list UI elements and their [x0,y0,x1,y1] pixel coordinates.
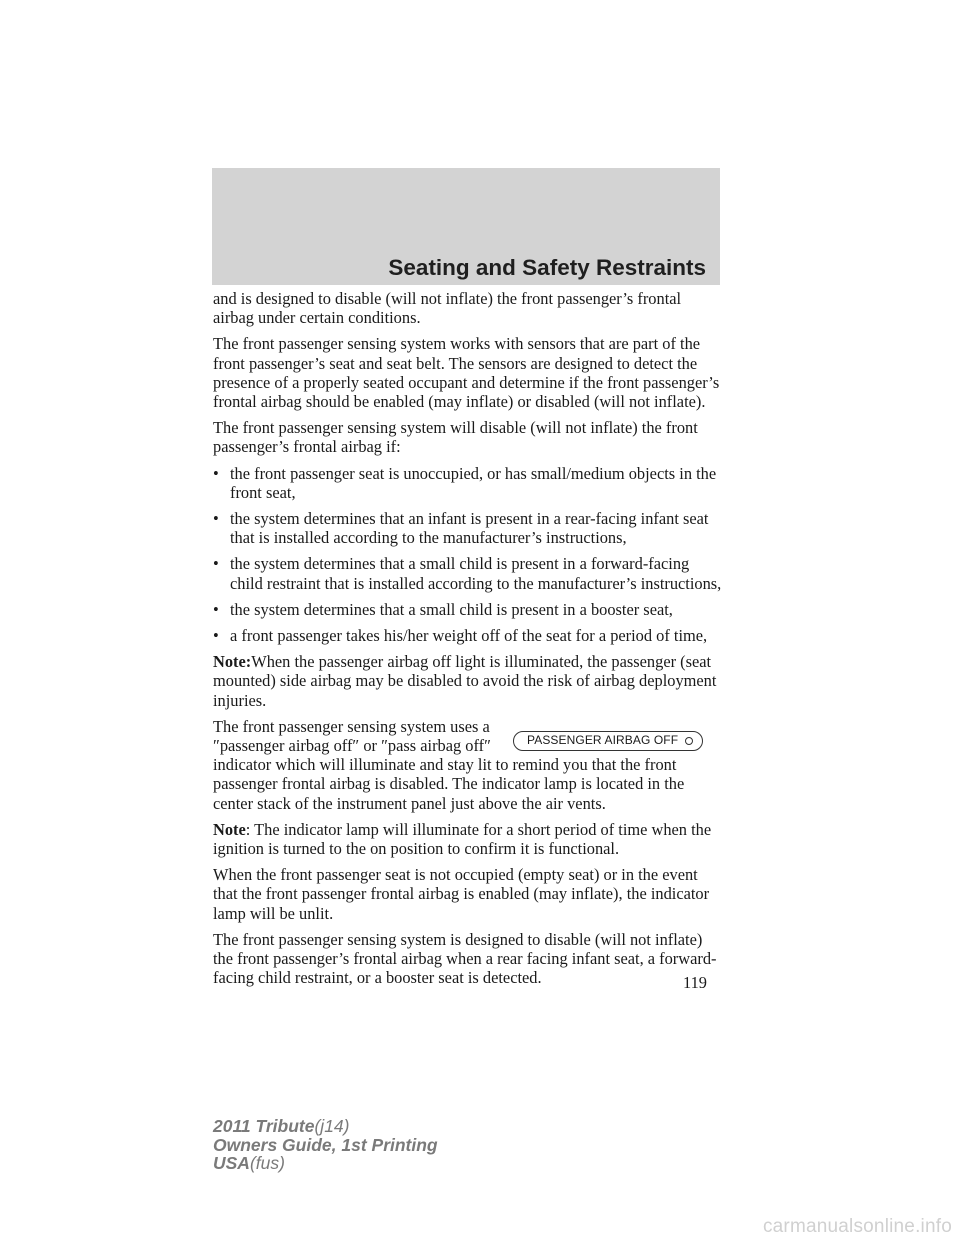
list-item [213,626,725,645]
paragraph-indicator: The front passenger sensing system uses a ″passenger airbag off″ or ″pass airbag off″ indicator which will illuminate and stay lit to remind you that the front passenger frontal airbag is disabled. The indicator lamp is located in the center stack of the instrument panel just above the air vents. [213,716,685,813]
note-side-airbag [213,652,725,710]
watermark: carmanualsonline.info [762,1216,952,1237]
bullet-icon: • [213,509,219,529]
list-item [213,600,725,619]
bullet-icon: • [213,554,219,574]
note-ignition [213,820,725,858]
footer-model-code: (j14) [314,1116,350,1136]
note-label: Note [213,819,246,839]
indicator-label: PASSENGER AIRBAG OFF [527,733,679,748]
paragraph-sensing-system: The front passenger sensing system works with sensors that are part of the front passenger’s seat and seat belt. The sensors are designed to detect the presence of a properly seated occupant and determine if the front passenger’s frontal airbag should be enabled (may inflate) or disabled (will not inflate). [213,334,720,412]
bullet-icon: • [213,599,219,619]
indicator-paragraph-wrap [213,717,725,813]
footer-model: 2011 Tribute [213,1116,315,1136]
disable-conditions-list [213,464,725,646]
section-header-band [212,168,720,285]
page-number: 119 [683,973,707,992]
footer-market: USA [213,1153,250,1173]
paragraph-continuation: and is designed to disable (will not inflate) the front passenger’s frontal airbag under certain conditions. [213,289,682,328]
list-item-text: a front passenger takes his/her weight off of the seat for a period of time, [230,626,708,646]
list-item-text: the system determines that a small child is present in a booster seat, [230,599,673,619]
list-item-text: the system determines that an infant is present in a rear-facing infant seat that is installed according to the manufacturer’s instructions, [230,509,709,548]
note-text: : The indicator lamp will illuminate for a short period of time when the ignition is turned to the on position to confirm it is functional. [213,819,712,859]
list-item-text: the front passenger seat is unoccupied, or has small/medium objects in the front seat, [230,463,717,502]
list-item-text: the system determines that a small child is present in a forward-facing child restraint that is installed according to the manufacturer’s instructions, [230,554,722,593]
footer-market-code: (fus) [249,1153,285,1173]
footer-line [213,1154,438,1173]
footer-printing: Owners Guide, 1st Printing [213,1134,438,1155]
list-item [213,554,725,592]
note-label: Note: [213,652,252,672]
bullet-icon: • [213,463,219,483]
list-item [213,464,725,502]
print-footer [213,1117,438,1173]
note-text: When the passenger airbag off light is illuminated, the passenger (seat mounted) side airbag may be disabled to avoid the risk of airbag deployment injuries. [213,652,717,710]
page-body [213,289,725,995]
bullet-icon: • [213,626,219,646]
indicator-lamp-icon [685,737,693,745]
passenger-airbag-off-indicator [513,731,703,751]
list-item [213,509,725,547]
paragraph-disable-conditions: The front passenger sensing system will disable (will not inflate) the front passenger’s frontal airbag if: [213,418,698,457]
paragraph-detection: The front passenger sensing system is designed to disable (will not inflate) the front passenger’s frontal airbag when a rear facing infant seat, a forward-facing child restraint, or a booster seat is detected. [213,929,717,988]
footer-line [213,1117,438,1136]
section-title: Seating and Safety Restraints [388,255,706,280]
paragraph-unlit: When the front passenger seat is not occupied (empty seat) or in the event that the front passenger frontal airbag is enabled (may inflate), the indicator lamp will be unlit. [213,865,710,923]
